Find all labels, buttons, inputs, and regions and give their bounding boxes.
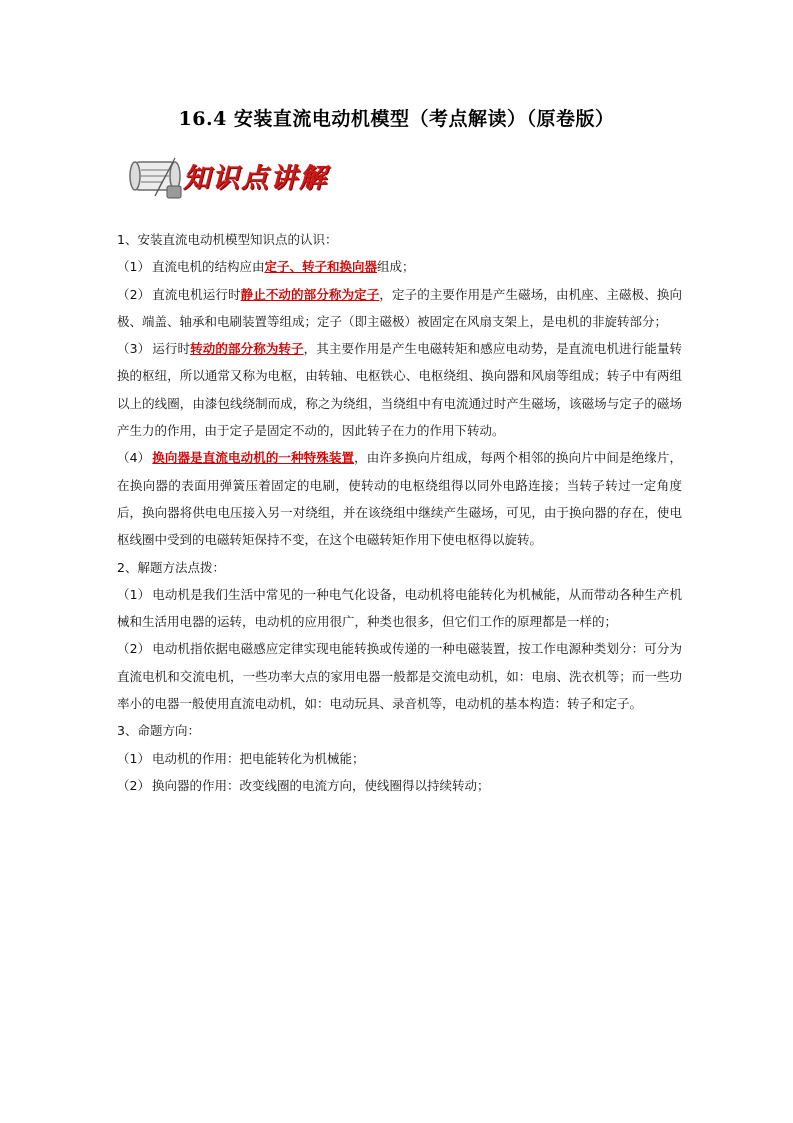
item-number: （2）: [117, 777, 150, 793]
paragraph-text: ，其主要作用是产生电磁转矩和感应电动势，是直流电机进行能量转换的枢纽，所以通常又称为电枢，由转轴、电枢铁心、电枢绕组、换向器和风扇等组成；转子中有两组以上的线圈，由漆包线绕制而成，称之为绕组，当绕组中有电流通过时产生磁场，该磁场与定子的磁场产生力的作用，由于定子是固定不动的，因此转子在力的作用下转动。: [117, 341, 682, 439]
paragraph-text: 电动机指依据电磁感应定律实现电能转换或传递的一种电磁装置，按工作电源种类划分：可分为直流电机和交流电机，一些功率大点的家用电器一般都是交流电动机，如：电扇、洗衣机等；而一些功率小的电器一般使用直流电动机，如：电动玩具、录音机等，电动机的基本构造：转子和定子。: [117, 641, 682, 712]
item-number: （1）: [117, 750, 150, 766]
item-number: （1）: [117, 259, 150, 275]
item-number: （2）: [117, 641, 151, 657]
paragraph-4: [117, 444, 682, 553]
paragraph-text: 直流电机的结构应由: [151, 259, 265, 275]
paragraph-text: ，由许多换向片组成，每两个相邻的换向片中间是绝缘片，在换向器的表面用弹簧压着固定的电刷，使转动的电枢绕组得以同外电路连接；当转子转过一定角度后，换向器将供电电压接入另一对绕组，并在该绕组中继续产生磁场，可见，由于换向器的存在，使电枢线圈中受到的电磁转矩保持不变，在这个电磁转矩作用下使电枢得以旋转。: [117, 450, 682, 548]
paragraph-text: 电动机的作用：把电能转化为机械能；: [151, 750, 365, 766]
section-heading-2: 2、解题方法点拨：: [117, 559, 225, 575]
document-body: [117, 226, 682, 799]
highlight-text: 定子、转子和换向器: [264, 259, 377, 275]
knowledge-banner: [125, 150, 355, 202]
item-number: （4）: [117, 450, 151, 466]
banner-title: 知识点讲解: [183, 163, 328, 194]
item-number: （1）: [117, 586, 151, 602]
paragraph-8: [117, 772, 682, 799]
item-number: （3）: [117, 341, 151, 357]
highlight-text: 转动的部分称为转子: [190, 341, 304, 357]
section-heading-3: 3、命题方向：: [117, 723, 200, 739]
paragraph-text: 组成；: [376, 259, 415, 275]
paragraph-text: 换向器的作用：改变线圈的电流方向，使线圈得以持续转动；: [151, 777, 490, 793]
paragraph-6: [117, 635, 682, 717]
paragraph-text: ，定子的主要作用是产生磁场，由机座、主磁极、换向极、端盖、轴承和电刷装置等组成；定子（即主磁极）被固定在风扇支架上，是电机的非旋转部分；: [117, 286, 682, 329]
section-heading-1: 1、安装直流电动机模型知识点的认识：: [117, 232, 338, 247]
paragraph-text: 运行时: [152, 341, 191, 357]
paragraph-text: 直流电机运行时: [152, 286, 241, 302]
paragraph-3: [117, 335, 682, 444]
paragraph-text: 电动机是我们生活中常见的一种电气化设备，电动机将电能转化为机械能，从而带动各种生产机械和生活用电器的运转，电动机的应用很广，种类也很多，但它们工作的原理都是一样的；: [117, 586, 682, 630]
page-title: 16.4 安装直流电动机模型（考点解读）（原卷版）: [178, 108, 615, 130]
paragraph-2: [117, 281, 682, 336]
paragraph-7: [117, 745, 682, 772]
highlight-text: 换向器是直流电动机的一种特殊装置: [152, 450, 355, 466]
highlight-text: 静止不动的部分称为定子: [240, 286, 380, 302]
item-number: （2）: [117, 286, 151, 302]
paragraph-1: [117, 253, 682, 280]
paragraph-5: [117, 581, 682, 636]
